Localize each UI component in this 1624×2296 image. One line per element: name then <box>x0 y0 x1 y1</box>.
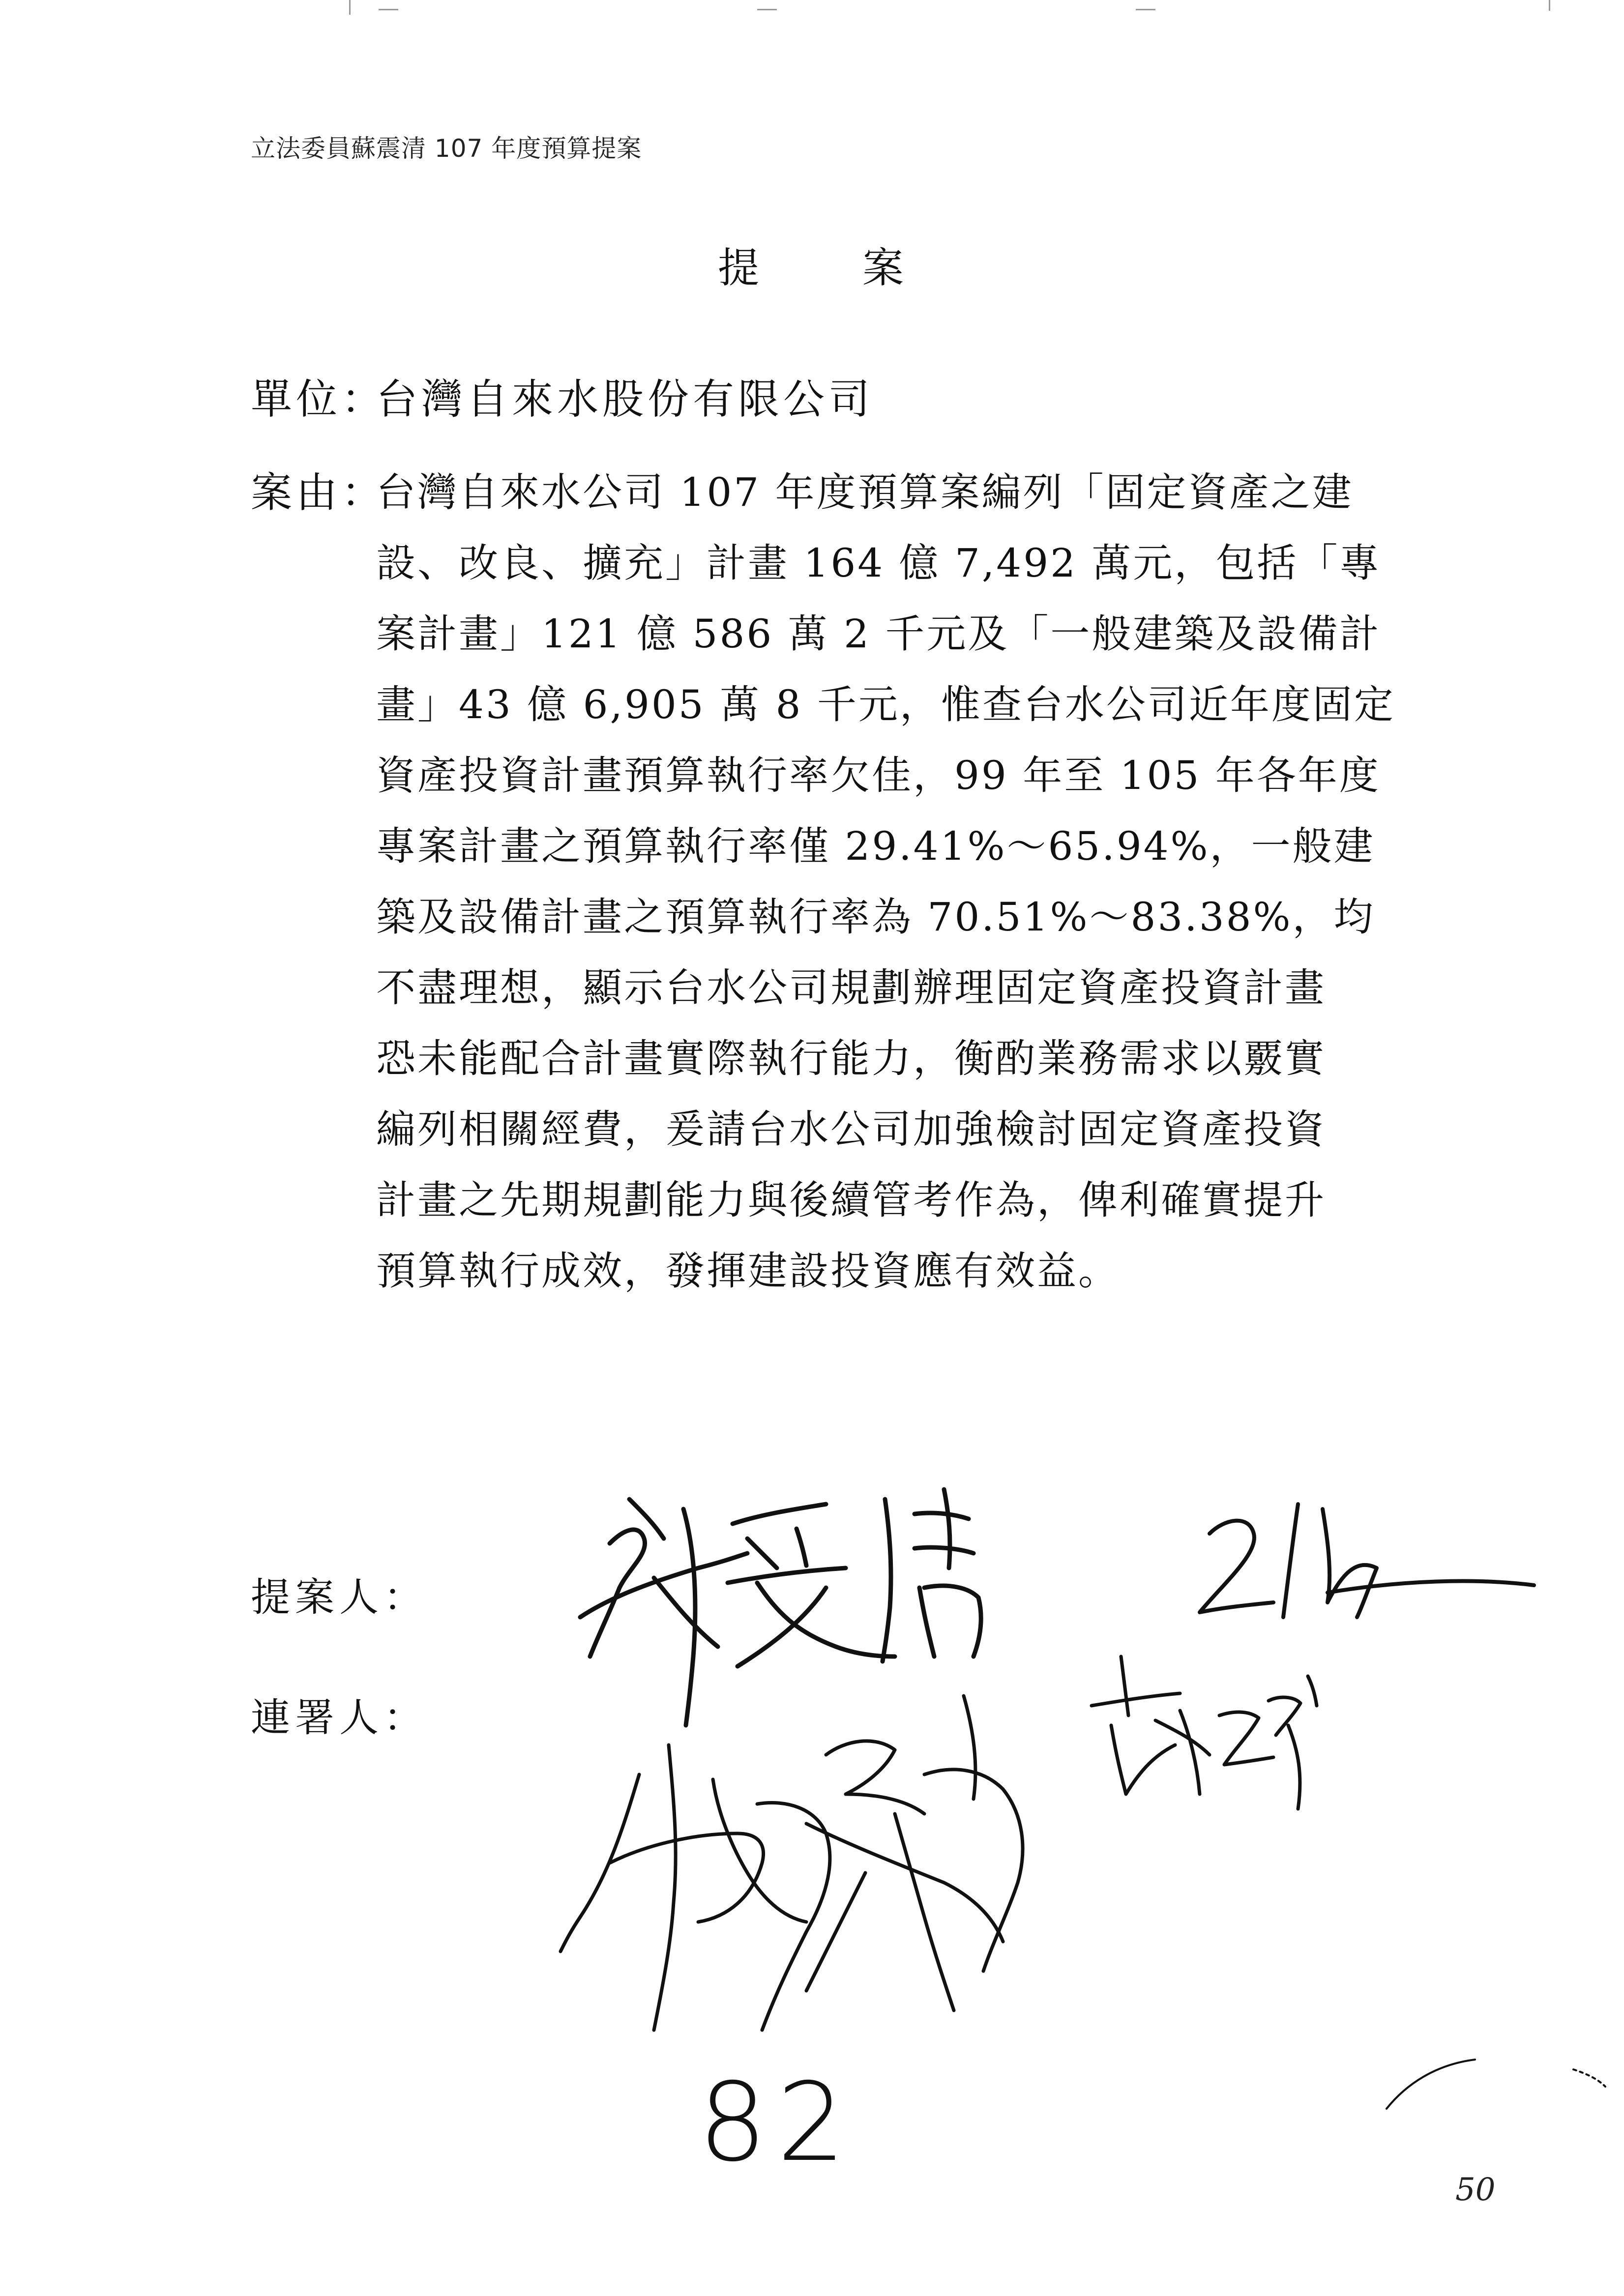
handwritten-number: 82 <box>698 2060 856 2185</box>
reason-line: 不盡理想，顯示台水公司規劃辦理固定資產投資計畫 <box>376 965 1326 1011</box>
cosigner-signature-upper-right <box>1180 1494 1544 1642</box>
scan-mark <box>379 9 398 10</box>
reason-line: 資產投資計畫預算執行率欠佳，99 年至 105 年各年度 <box>376 753 1381 798</box>
reason-line: 恐未能配合計畫實際執行能力，衡酌業務需求以覈實 <box>376 1036 1326 1081</box>
reason-line: 編列相關經費，爰請台水公司加強檢討固定資產投資 <box>376 1106 1326 1152</box>
unit-value: 台灣自來水股份有限公司 <box>376 375 874 423</box>
reason-line: 設、改良、擴充」計畫 164 億 7,492 萬元，包括「專 <box>376 540 1381 586</box>
reason-body <box>376 457 1395 1307</box>
cosigner-signature-small <box>1082 1647 1337 1833</box>
reason-line: 築及設備計畫之預算執行率為 70.51%～83.38%，均 <box>376 894 1375 940</box>
scan-mark <box>1549 0 1550 11</box>
unit-label: 單位： <box>251 375 387 423</box>
reason-line: 案計畫」121 億 586 萬 2 千元及「一般建築及設備計 <box>376 611 1381 657</box>
document-header: 立法委員蘇震清 107 年度預算提案 <box>251 134 642 163</box>
cosigner-signature-large <box>551 1686 1082 2060</box>
document-title: 提案 <box>718 244 1007 292</box>
scan-mark <box>1136 9 1155 10</box>
reason-line: 預算執行成效，發揮建設投資應有效益。 <box>376 1248 1120 1294</box>
cosigner-label: 連署人： <box>251 1695 428 1741</box>
reason-label: 案由： <box>251 468 387 517</box>
reason-line: 計畫之先期規劃能力與後續管考作為，俾利確實提升 <box>376 1177 1326 1223</box>
reason-line: 畫」43 億 6,905 萬 8 千元，惟查台水公司近年度固定 <box>376 682 1395 727</box>
pen-mark <box>1377 2050 1608 2114</box>
scan-mark <box>349 0 351 15</box>
reason-line: 台灣自來水公司 107 年度預算案編列「固定資產之建 <box>376 469 1354 515</box>
scan-mark <box>757 9 777 10</box>
proposer-label: 提案人： <box>251 1574 428 1620</box>
reason-line: 專案計畫之預算執行率僅 29.41%～65.94%，一般建 <box>376 823 1375 869</box>
page-number: 50 <box>1455 2172 1496 2208</box>
